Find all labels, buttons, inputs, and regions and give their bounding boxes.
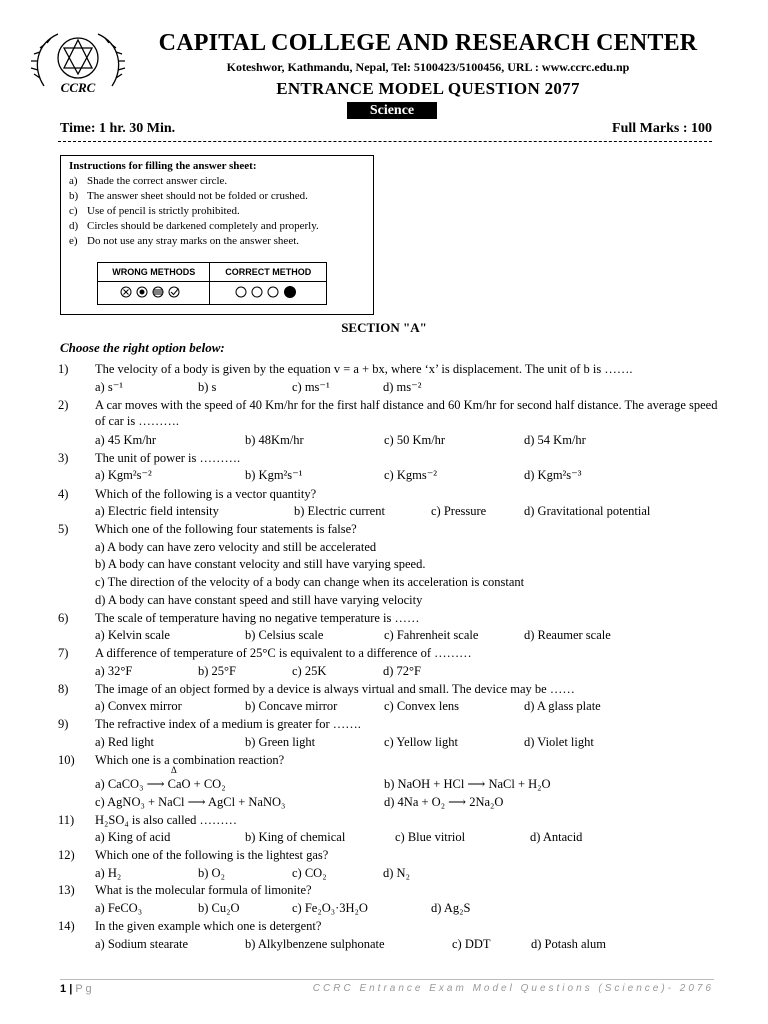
option: a) King of acid: [95, 830, 171, 844]
option: c) 50 Km/hr: [384, 433, 446, 447]
option: d) 54 Km/hr: [524, 433, 586, 447]
option: a) H₂: [95, 866, 122, 880]
footer-text: CCRC Entrance Exam Model Questions (Science)- 2076: [312, 983, 714, 994]
option: d) Antacid: [530, 830, 583, 844]
full-marks: Full Marks : 100: [612, 121, 712, 136]
option: b) A body can have constant velocity and still have varying speed.: [95, 557, 426, 571]
subject-badge: Science: [347, 102, 437, 119]
instruction-item: b) The answer sheet should not be folded or crushed.: [69, 190, 308, 202]
option: d) 4Na + O₂ ⟶ 2Na₂O: [384, 795, 504, 809]
section-title: SECTION "A": [341, 320, 427, 335]
option: a) s⁻¹: [95, 380, 124, 394]
question-8: 8) The image of an object formed by a device is always virtual and small. The device may be ……: [58, 682, 575, 696]
option: a) Electric field intensity: [95, 504, 219, 518]
option: c) Blue vitriol: [395, 830, 466, 844]
option: a) 45 Km/hr: [95, 433, 157, 447]
logo-text: CCRC: [60, 80, 96, 95]
option: c) AgNO₃ + NaCl ⟶ AgCl + NaNO₃: [95, 795, 286, 809]
option: c) DDT: [452, 937, 491, 951]
option: d) Potash alum: [531, 937, 606, 951]
option: b) Alkylbenzene sulphonate: [245, 937, 385, 951]
option: b) NaOH + HCl ⟶ NaCl + H₂O: [384, 777, 551, 791]
correct-method-samples: [210, 282, 327, 305]
wrong-methods-samples: [98, 282, 210, 305]
instructions-box: [60, 155, 374, 315]
option: c) ms⁻¹: [292, 380, 330, 394]
option: c) The direction of the velocity of a body can change when its acceleration is constant: [95, 575, 525, 589]
option: a) Convex mirror: [95, 699, 182, 713]
question-2: 2) A car moves with the speed of 40 Km/hr for the first half distance and 60 Km/hr for second half distance. The average speed of car is ……….: [58, 398, 718, 428]
option: a) 32°F: [95, 664, 133, 678]
question-14: 14) In the given example which one is detergent?: [58, 919, 322, 933]
instruction-item: d) Circles should be darkened completely and properly.: [69, 220, 319, 232]
option: c) Pressure: [431, 504, 487, 518]
option: b) King of chemical: [245, 830, 346, 844]
option: a) Red light: [95, 735, 155, 749]
instruction-item: e) Do not use any stray marks on the answer sheet.: [69, 235, 300, 247]
question-12: 12) Which one of the following is the lightest gas?: [58, 848, 329, 862]
question-11: 11) H₂SO₄ is also called ………: [58, 813, 238, 827]
footer-divider: [60, 979, 714, 980]
option: c) Fahrenheit scale: [384, 628, 479, 642]
question-3: 3) The unit of power is ……….: [58, 451, 241, 465]
option: d) Reaumer scale: [524, 628, 611, 642]
option: c) CO₂: [292, 866, 327, 880]
option: d) A body can have constant speed and still have varying velocity: [95, 593, 423, 607]
option: b) Green light: [245, 735, 316, 749]
header-divider: [58, 141, 712, 142]
option: b) Celsius scale: [245, 628, 324, 642]
option: a) Sodium stearate: [95, 937, 189, 951]
option: d) Ag₂S: [431, 901, 471, 915]
option: a) CaCO₃ ⟶ CaO + CO₂: [95, 777, 226, 791]
option: d) N₂: [383, 866, 410, 880]
page-number: 1 | P g: [60, 983, 92, 995]
wrong-marks-icon: [119, 285, 189, 299]
option: a) A body can have zero velocity and still be accelerated: [95, 540, 377, 554]
option: c) Fe₂O₃·3H₂O: [292, 901, 368, 915]
question-5: 5) Which one of the following four statements is false?: [58, 522, 357, 536]
option: b) Electric current: [294, 504, 385, 518]
exam-time: Time: 1 hr. 30 Min.: [60, 121, 176, 136]
college-address: Koteshwor, Kathmandu, Nepal, Tel: 5100423/5100456, URL : www.ccrc.edu.np: [226, 60, 630, 74]
option: a) Kelvin scale: [95, 628, 170, 642]
correct-marks-icon: [233, 285, 303, 299]
question-4: 4) Which of the following is a vector quantity?: [58, 487, 317, 501]
correct-method-label: CORRECT METHOD: [210, 263, 327, 282]
option: d) 72°F: [383, 664, 421, 678]
option: b) Concave mirror: [245, 699, 338, 713]
option: d) Gravitational potential: [524, 504, 651, 518]
question-9: 9) The refractive index of a medium is greater for …….: [58, 717, 361, 731]
option: b) s: [198, 380, 217, 394]
college-title: CAPITAL COLLEGE AND RESEARCH CENTER: [158, 30, 698, 56]
option: a) Kgm²s⁻²: [95, 468, 152, 482]
option: d) Kgm²s⁻³: [524, 468, 582, 482]
section-subtitle: Choose the right option below:: [60, 340, 225, 355]
option: c) Convex lens: [384, 699, 459, 713]
option: d) ms⁻²: [383, 380, 422, 394]
instruction-item: c) Use of pencil is strictly prohibited.: [69, 205, 240, 217]
exam-title: ENTRANCE MODEL QUESTION 2077: [276, 79, 580, 98]
delta-label: Δ: [171, 765, 177, 775]
question-6: 6) The scale of temperature having no negative temperature is ……: [58, 611, 420, 625]
question-13: 13) What is the molecular formula of limonite?: [58, 883, 312, 897]
option: a) FeCO₃: [95, 901, 143, 915]
option: c) Kgms⁻²: [384, 468, 438, 482]
instructions-title: Instructions for filling the answer sheet:: [69, 160, 257, 172]
wrong-methods-label: WRONG METHODS: [98, 263, 210, 282]
option: c) Yellow light: [384, 735, 458, 749]
option: d) A glass plate: [524, 699, 601, 713]
option: b) Kgm²s⁻¹: [245, 468, 303, 482]
option: b) O₂: [198, 866, 225, 880]
ccrc-logo: [30, 28, 126, 98]
question-1: 1) The velocity of a body is given by the equation v = a + bx, where ‘x’ is displacement. The unit of b is …….: [58, 362, 633, 376]
option: b) 48Km/hr: [245, 433, 304, 447]
option: d) Violet light: [524, 735, 594, 749]
question-7: 7) A difference of temperature of 25°C is equivalent to a difference of ………: [58, 646, 472, 660]
question-10: 10) Which one is a combination reaction?: [58, 753, 285, 767]
instruction-item: a) Shade the correct answer circle.: [69, 175, 228, 187]
methods-table: [97, 262, 327, 305]
option: b) Cu₂O: [198, 901, 240, 915]
option: b) 25°F: [198, 664, 236, 678]
option: c) 25K: [292, 664, 327, 678]
